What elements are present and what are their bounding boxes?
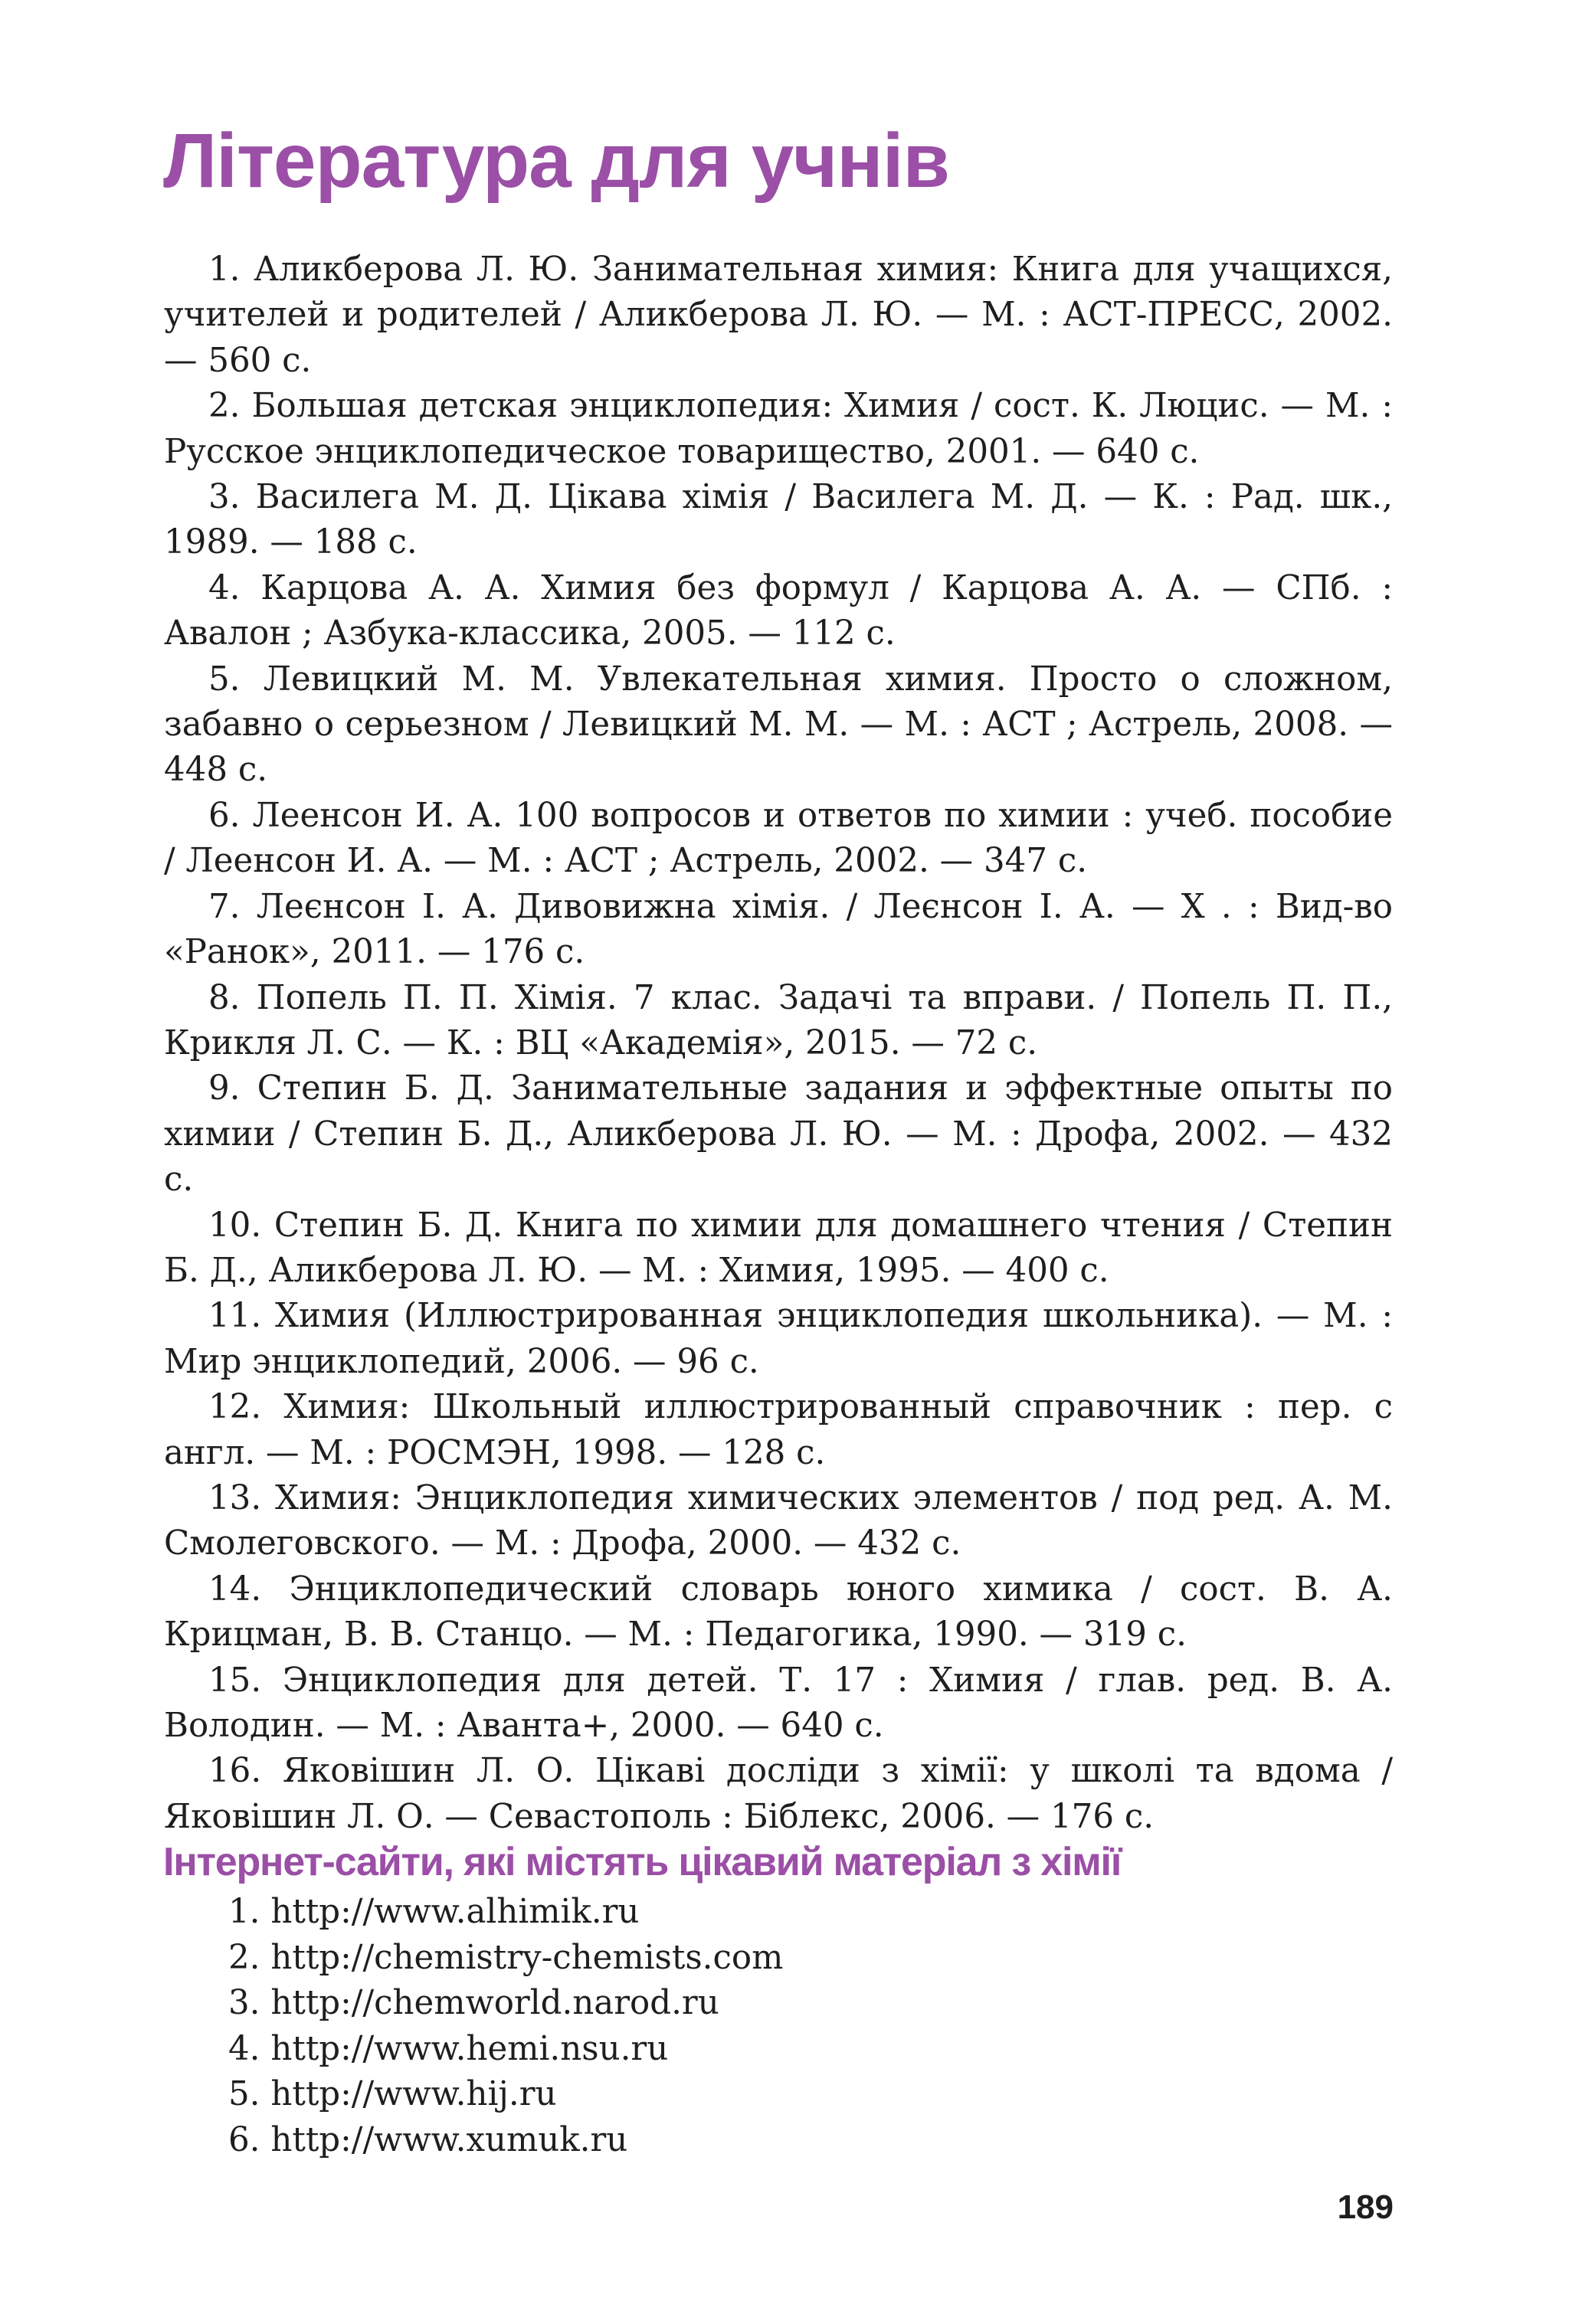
reference-item: 14. Энциклопедический словарь юного химика / сост. В. А. Крицман, В. В. Станцо. — М. : Педагогика, 1990. — 319 с. xyxy=(164,1570,1393,1655)
section-heading-websites: Інтернет-сайти, які містять цікавий матеріал з хімії xyxy=(163,1840,1122,1884)
website-link[interactable]: 3. http://chemworld.narod.ru xyxy=(228,1984,719,2023)
reference-item: 11. Химия (Иллюстрированная энциклопедия школьника). — М. : Мир энциклопедий, 2006. — 96 с. xyxy=(164,1297,1393,1381)
website-link[interactable]: 2. http://chemistry-chemists.com xyxy=(228,1938,784,1977)
reference-item: 4. Карцова А. А. Химия без формул / Карцова А. А. — СПб. : Авалон ; Азбука-классика, 2005. — 112 с. xyxy=(164,568,1393,653)
reference-item: 7. Леєнсон І. А. Дивовижна хімія. / Леєнсон І. А. — Х . : Вид-во «Ранок», 2011. — 176 с. xyxy=(164,887,1393,972)
reference-item: 8. Попель П. П. Хімія. 7 клас. Задачі та вправи. / Попель П. П., Крикля Л. С. — К. : ВЦ «Академія», 2015. — 72 с. xyxy=(164,978,1393,1062)
reference-item: 13. Химия: Энциклопедия химических элементов / под ред. А. М. Смолеговского. — М. : Дрофа, 2000. — 432 с. xyxy=(164,1478,1393,1563)
reference-item: 10. Степин Б. Д. Книга по химии для домашнего чтения / Степин Б. Д., Аликберова Л. Ю. — М. : Химия, 1995. — 400 с. xyxy=(164,1206,1393,1290)
page-title: Література для учнів xyxy=(163,118,949,204)
reference-item: 15. Энциклопедия для детей. Т. 17 : Химия / глав. ред. В. А. Володин. — М. : Аванта+, 2000. — 640 с. xyxy=(164,1661,1393,1745)
reference-item: 3. Василега М. Д. Цікава хімія / Василега М. Д. — К. : Рад. шк., 1989. — 188 с. xyxy=(164,478,1393,562)
page-number: 189 xyxy=(1337,2188,1394,2226)
website-list xyxy=(228,1890,783,2164)
reference-list xyxy=(164,247,1393,1840)
reference-item: 12. Химия: Школьный иллюстрированный справочник : пер. с англ. — М. : РОСМЭН, 1998. — 128 с. xyxy=(164,1388,1393,1472)
reference-item: 6. Леенсон И. А. 100 вопросов и ответов по химии : учеб. пособие / Леенсон И. А. — М. : АСТ ; Астрель, 2002. — 347 с. xyxy=(164,796,1393,881)
reference-item: 1. Аликберова Л. Ю. Занимательная химия: Книга для учащихся, учителей и родителей / Аликберова Л. Ю. — М. : АСТ-ПРЕСС, 2002. — 560 с. xyxy=(164,250,1393,380)
website-link[interactable]: 6. http://www.xumuk.ru xyxy=(228,2120,628,2159)
reference-item: 9. Степин Б. Д. Занимательные задания и эффектные опыты по химии / Степин Б. Д., Аликберова Л. Ю. — М. : Дрофа, 2002. — 432 с. xyxy=(164,1069,1393,1200)
reference-item: 2. Большая детская энциклопедия: Химия / сост. К. Люцис. — М. : Русское энциклопедическое товарищество, 2001. — 640 с. xyxy=(164,387,1393,471)
reference-item: 5. Левицкий М. М. Увлекательная химия. Просто о сложном, забавно о серьезном / Левицкий М. М. — М. : АСТ ; Астрель, 2008. — 448 с. xyxy=(164,660,1393,790)
reference-item: 16. Яковішин Л. О. Цікаві досліди з хімії: у школі та вдома / Яковішин Л. О. — Севастополь : Біблекс, 2006. — 176 с. xyxy=(164,1752,1393,1836)
website-link[interactable]: 1. http://www.alhimik.ru xyxy=(228,1893,640,1931)
website-link[interactable]: 5. http://www.hij.ru xyxy=(228,2075,557,2114)
website-link[interactable]: 4. http://www.hemi.nsu.ru xyxy=(228,2029,669,2068)
